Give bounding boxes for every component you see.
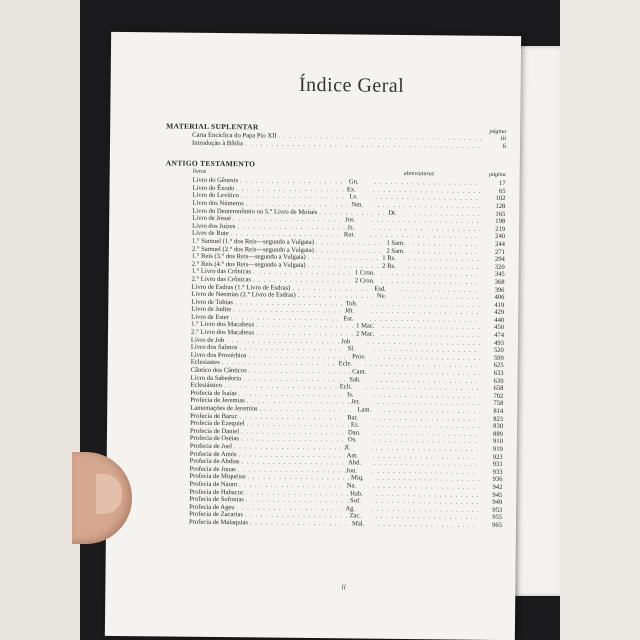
entry-page: 102	[495, 195, 506, 203]
entry-abbreviation: 2 Cron.	[354, 277, 375, 285]
entry-abbreviation: Abd.	[348, 459, 362, 467]
entry-label: Livro da Sabedoria	[190, 374, 242, 382]
background-right	[560, 0, 640, 640]
entry-abbreviation: Ez.	[350, 421, 360, 429]
entry-page: 419	[494, 301, 505, 309]
entry-label: Livro de Esdras (1.° Livro de Esdras)	[191, 283, 291, 292]
entry-page: 240	[495, 233, 506, 241]
entry-label: Livro dos Números	[192, 199, 244, 208]
entry-abbreviation: 1 Sam.	[386, 239, 405, 247]
entry-abbreviation: 1 Mac.	[356, 322, 375, 331]
entry-abbreviation: Mal.	[351, 520, 365, 528]
entry-abbreviation: Rut.	[343, 231, 356, 239]
entry-abbreviation: Tob.	[345, 300, 358, 308]
entry-abbreviation: 2 Sam.	[386, 247, 405, 255]
entry-page: 633	[493, 369, 504, 378]
entry-abbreviation: Ex.	[346, 186, 356, 194]
entry-abbreviation: Cant.	[352, 368, 367, 376]
entry-page: 17	[498, 180, 506, 188]
entry-page: 520	[493, 347, 504, 355]
entry-page: 910	[492, 438, 503, 446]
entry-label: 2.° Samuel (2.° dos Reis—segundo a Vulgata)	[191, 245, 314, 254]
entry-abbreviation: Jon.	[346, 467, 358, 475]
entry-abbreviation: Est.	[343, 315, 354, 323]
entry-abbreviation: Na.	[346, 482, 357, 490]
entry-abbreviation: Sof.	[350, 497, 361, 505]
entry-label: Livro de Ester	[191, 313, 229, 321]
entry-label: Profecia de Miquéias	[189, 473, 246, 481]
entry-page: 165	[495, 210, 506, 218]
entry-abbreviation: Ecli.	[339, 383, 353, 391]
entry-abbreviation: Esd.	[374, 285, 386, 293]
entry-label: Profecia de Daniel	[189, 427, 240, 436]
entry-page: 219	[495, 225, 506, 233]
entry-page: 658	[493, 385, 504, 393]
books-column-label: livros	[192, 168, 207, 176]
entry-abbreviation: 1 Rs.	[382, 254, 396, 262]
leader-dots	[250, 519, 350, 528]
entry-abbreviation: Bar.	[347, 413, 359, 422]
entry-page: 702	[493, 392, 504, 400]
entry-page: 919	[492, 445, 503, 453]
entry-abbreviation: Am.	[346, 451, 359, 460]
entry-label: 2.° Reis (4.° dos Reis—segundo a Vulgata)	[191, 260, 306, 269]
entry-abbreviation: Jl.	[344, 444, 351, 452]
entry-abbreviation: Dan.	[347, 429, 361, 437]
entry-page: 440	[494, 316, 505, 324]
entry-abbreviation: Dt.	[388, 209, 397, 217]
entry-page: 493	[494, 339, 504, 347]
entry-page: 320	[494, 263, 505, 271]
entry-page: 936	[492, 476, 503, 484]
entry-abbreviation: Jdt.	[344, 307, 355, 315]
entry-label: Livro do Gênesis	[192, 176, 239, 185]
leader-dots	[378, 521, 478, 530]
entry-page: 65	[498, 187, 506, 195]
entry-label: Cântico dos Cânticos	[190, 366, 247, 375]
entry-abbreviation: 1 Cron.	[354, 269, 375, 277]
entry-label: Profecia de Sofonias	[189, 495, 244, 504]
entry-abbreviation: 2 Rs.	[382, 262, 396, 270]
entry-page: 368	[494, 278, 505, 286]
entry-label: Livro de Job	[190, 336, 225, 344]
entry-abbreviation: Hab.	[350, 489, 363, 498]
entry-page: 450	[494, 324, 505, 332]
entry-page: 406	[494, 293, 505, 302]
entry-abbreviation: Ecle.	[338, 360, 353, 368]
entry-label: Livro de Judite	[191, 306, 232, 314]
entry-label: 2.° Livro dos Macabeus	[190, 328, 255, 337]
entry-abbreviation: Jer.	[351, 398, 361, 406]
entry-label: Livro do Êxodo	[192, 184, 235, 192]
abbr-column-label: abreviaturas	[403, 171, 435, 178]
entry-page: 396	[494, 286, 505, 294]
entry-page: 823	[493, 415, 504, 423]
entry-label: Carta Encíclica do Papa Pio XII	[192, 131, 277, 140]
entry-label: Livro dos Salmos	[190, 343, 238, 352]
entry-label: Livro de Neemias (2.° Livro de Esdras)	[191, 290, 296, 299]
entry-label: 1.° Livro dos Macabeus	[191, 321, 255, 329]
entry-page: 128	[495, 202, 506, 210]
entry-abbreviation: 2 Mac.	[356, 330, 375, 338]
entry-page: 294	[494, 256, 505, 264]
entry-page: 639	[493, 377, 504, 385]
entry-label: Profecia de Isaías	[190, 389, 237, 398]
entry-abbreviation: Job	[341, 337, 351, 346]
entry-label: Profecia de Baruc	[190, 412, 238, 420]
entry-page: 625	[493, 362, 504, 370]
entry-page: 923	[492, 453, 503, 461]
page-title: Índice Geral	[298, 73, 405, 97]
entry-abbreviation: Sl.	[347, 345, 355, 353]
entry-page: 599	[493, 354, 504, 362]
entry-abbreviation: Ne.	[377, 292, 387, 300]
section-heading: MATERIAL SUPLENTAR	[166, 121, 259, 132]
entry-page: 429	[494, 309, 505, 317]
entry-label: Introdução à Bíblia	[191, 139, 243, 147]
entry-page: 758	[493, 400, 504, 408]
entry-label: Profecia de Zacarias	[189, 511, 243, 519]
page-column-label: página	[488, 172, 506, 179]
entry-abbreviation: Gn.	[348, 178, 359, 186]
entry-page: 6	[502, 142, 507, 150]
entry-abbreviation: Miq.	[350, 474, 364, 482]
folio-number: ii	[341, 582, 346, 592]
entry-page: 945	[492, 491, 503, 499]
entry-page: 345	[494, 271, 505, 279]
entry-label: Eclesiastes	[190, 359, 220, 367]
entry-page: 949	[492, 499, 503, 507]
entry-label: Livro dos Juízes	[192, 222, 236, 230]
entry-label: Lamentações de Jeremias	[190, 404, 258, 413]
entry-page: iii	[500, 134, 507, 143]
entry-page: 474	[494, 331, 505, 340]
entry-label: Profecia de Amós	[189, 450, 237, 458]
entry-page: 830	[493, 423, 504, 431]
entry-label: Livro dos Provérbios	[190, 351, 247, 360]
entry-label: Profecia de Oséias	[189, 435, 240, 443]
entry-page: 889	[493, 430, 504, 438]
entry-page: 933	[492, 468, 503, 476]
entry-label: Profecia de Malaquias	[189, 518, 249, 527]
entry-label: 2.° Livro das Crônicas	[191, 275, 252, 284]
book-page	[105, 32, 521, 640]
entry-label: Profecia de Naum	[189, 480, 238, 489]
entry-page: 942	[492, 483, 503, 491]
entry-abbreviation: Os.	[347, 436, 357, 444]
entry-label: Profecia de Abdias	[189, 457, 240, 466]
entry-abbreviation: Is.	[347, 391, 354, 399]
entry-abbreviation: Ag.	[345, 505, 356, 513]
entry-label: Profecia de Habacuc	[189, 488, 244, 496]
entry-abbreviation: Nm.	[351, 201, 364, 209]
page-column-label: página	[489, 128, 507, 136]
entry-abbreviation: Prov.	[352, 353, 366, 361]
entry-label: 1.° Reis (3.° dos Reis—segundo a Vulgata)	[191, 252, 306, 262]
entry-label: Livro do Levítico	[192, 192, 240, 200]
entry-label: Profecia de Jonas	[189, 465, 236, 473]
entry-label: Profecia de Jeremias	[190, 397, 245, 405]
entry-page: 931	[492, 461, 503, 469]
entry-label: Profecia de Ageu	[189, 503, 235, 511]
entry-page: 955	[492, 514, 503, 522]
entry-page: 244	[495, 240, 506, 248]
entry-abbreviation: Jz.	[347, 224, 355, 232]
entry-label: Profecia de Joel	[189, 442, 232, 451]
entry-page: 271	[494, 248, 505, 256]
entry-label: Livro de Rute	[192, 230, 229, 238]
entry-page: 814	[493, 407, 504, 415]
entry-label: Livro de Tobias	[191, 298, 233, 306]
entry-abbreviation: Lam.	[357, 406, 372, 414]
entry-page: 965	[492, 521, 503, 529]
entry-abbreviation: Lv.	[349, 193, 358, 201]
entry-label: 1.° Livro das Crônicas	[191, 268, 252, 276]
entry-label: Profecia de Ezequiel	[190, 419, 245, 428]
entry-abbreviation: Zac.	[349, 512, 362, 520]
section-heading: ANTIGO TESTAMENTO	[165, 158, 256, 169]
antigo-testamento-list	[162, 177, 506, 530]
entry-label: 1.° Samuel (1.° dos Reis—segundo a Vulgata)	[191, 237, 314, 246]
entry-page: 953	[492, 506, 503, 514]
entry-label: Livro de Josué	[192, 214, 232, 223]
entry-label: Eclesiástico	[190, 381, 223, 390]
entry-abbreviation: Sab.	[349, 376, 361, 384]
page-content	[162, 72, 507, 529]
entry-abbreviation: Jos.	[345, 216, 356, 224]
entry-label: Livro do Deuteronômio ou 5.° Livro de Moisés	[192, 207, 318, 216]
entry-page: 198	[495, 218, 506, 226]
